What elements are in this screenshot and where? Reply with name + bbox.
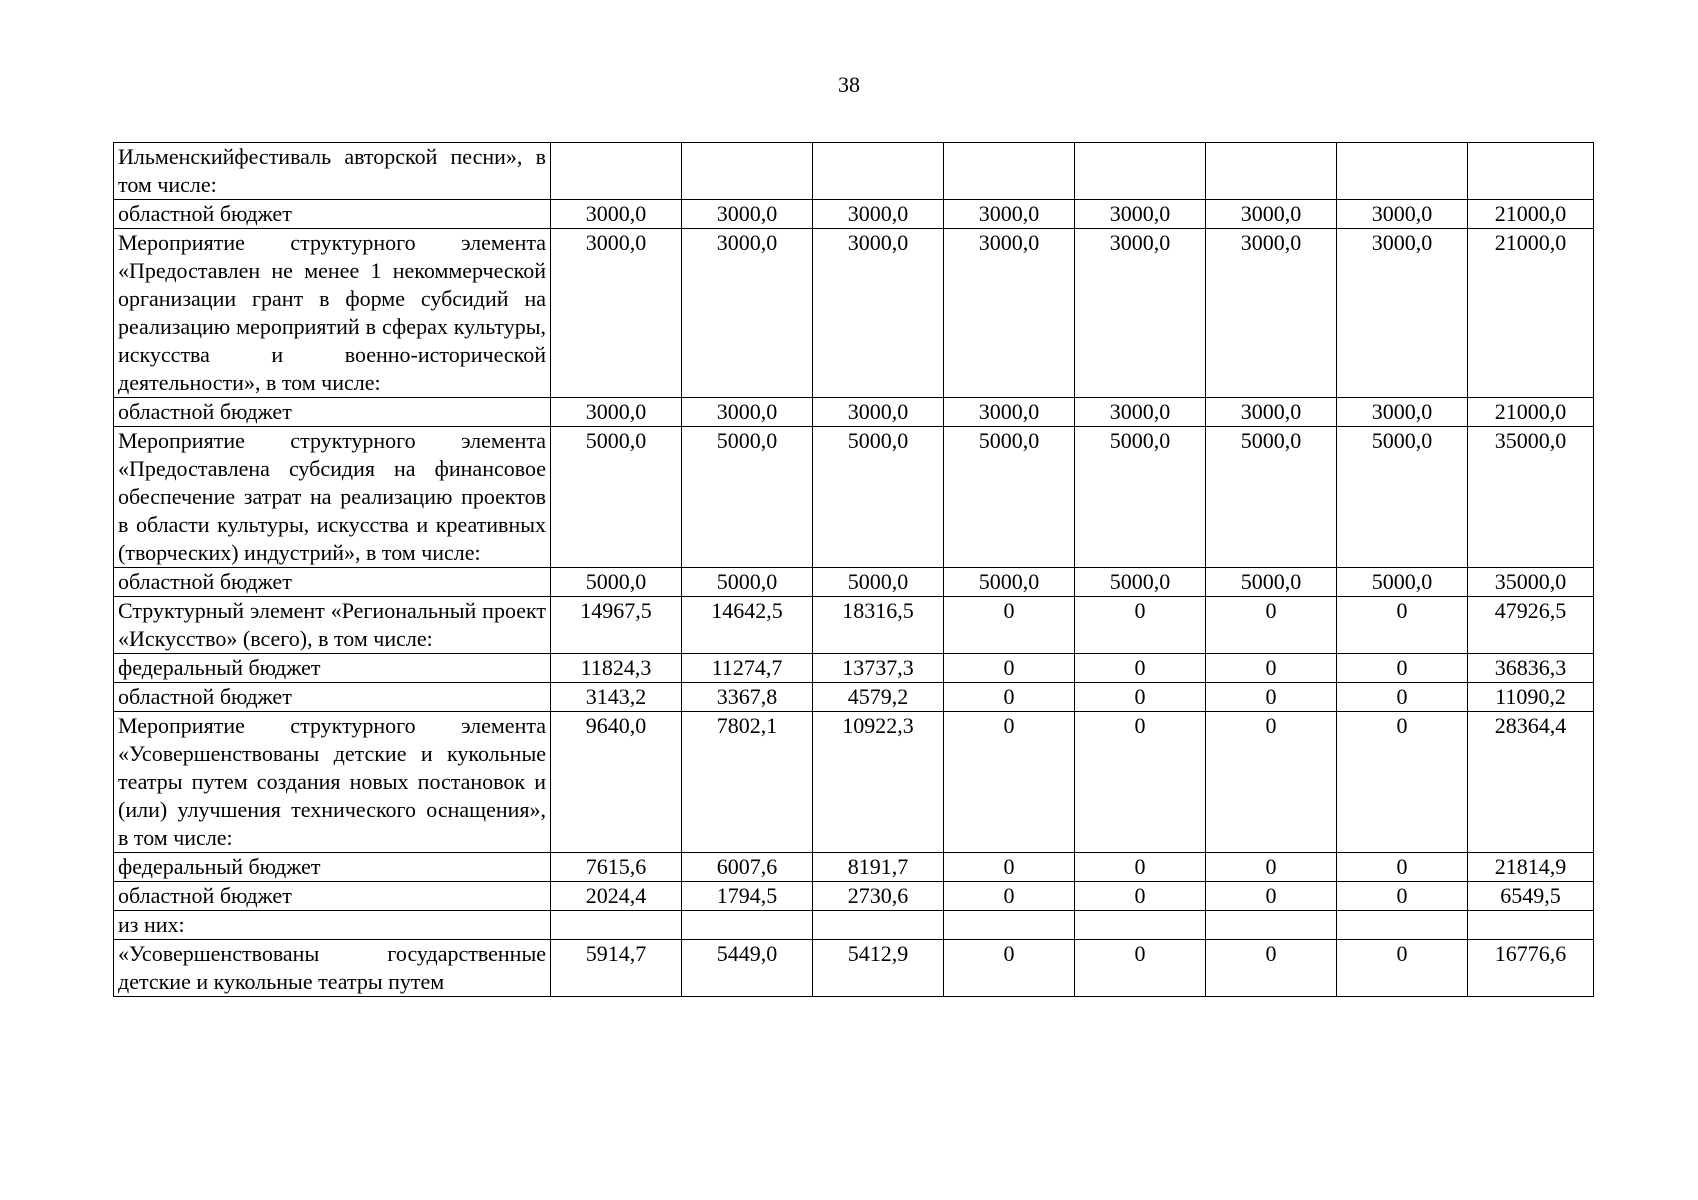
- year-value-cell: 11824,3: [551, 654, 682, 683]
- table-row: [114, 683, 1594, 712]
- year-value-cell: 5000,0: [1206, 427, 1337, 568]
- year-value-cell: 0: [1206, 712, 1337, 853]
- table-row: [114, 568, 1594, 597]
- table-row: [114, 143, 1594, 200]
- year-value-cell: 2024,4: [551, 882, 682, 911]
- year-value-cell: 3367,8: [682, 683, 813, 712]
- year-value-cell: 9640,0: [551, 712, 682, 853]
- year-value-cell: [551, 911, 682, 940]
- year-value-cell: 5449,0: [682, 940, 813, 997]
- year-value-cell: 0: [1206, 683, 1337, 712]
- year-value-cell: 5914,7: [551, 940, 682, 997]
- table-row: [114, 200, 1594, 229]
- year-value-cell: 5000,0: [944, 568, 1075, 597]
- year-value-cell: 18316,5: [813, 597, 944, 654]
- year-value-cell: 3000,0: [551, 200, 682, 229]
- year-value-cell: 5000,0: [813, 427, 944, 568]
- year-value-cell: 3000,0: [1337, 229, 1468, 398]
- page-number: 38: [838, 72, 860, 97]
- row-total-cell: 21000,0: [1468, 398, 1594, 427]
- year-value-cell: 5412,9: [813, 940, 944, 997]
- year-value-cell: 5000,0: [813, 568, 944, 597]
- year-value-cell: 3000,0: [813, 200, 944, 229]
- year-value-cell: 7802,1: [682, 712, 813, 853]
- table-row: [114, 853, 1594, 882]
- year-value-cell: 0: [1337, 683, 1468, 712]
- year-value-cell: 3000,0: [551, 229, 682, 398]
- year-value-cell: 5000,0: [1337, 568, 1468, 597]
- row-total-cell: 21814,9: [1468, 853, 1594, 882]
- row-total-cell: 28364,4: [1468, 712, 1594, 853]
- table-row: [114, 940, 1594, 997]
- year-value-cell: 0: [1075, 683, 1206, 712]
- row-label: Мероприятие структурного элемента «Усовершенствованы детские и кукольные театры путем создания новых постановок и (или) улучшения технического оснащения», в том числе:: [114, 712, 551, 853]
- table-row: [114, 654, 1594, 683]
- row-total-cell: 16776,6: [1468, 940, 1594, 997]
- year-value-cell: 3000,0: [1206, 200, 1337, 229]
- year-value-cell: 3000,0: [813, 229, 944, 398]
- year-value-cell: [1075, 143, 1206, 200]
- year-value-cell: 0: [1337, 654, 1468, 683]
- year-value-cell: 3000,0: [1337, 200, 1468, 229]
- year-value-cell: 13737,3: [813, 654, 944, 683]
- table-row: [114, 911, 1594, 940]
- year-value-cell: 3000,0: [682, 229, 813, 398]
- year-value-cell: 0: [1337, 882, 1468, 911]
- year-value-cell: 0: [944, 597, 1075, 654]
- year-value-cell: 6007,6: [682, 853, 813, 882]
- row-label: областной бюджет: [114, 568, 551, 597]
- year-value-cell: 14967,5: [551, 597, 682, 654]
- year-value-cell: 5000,0: [1337, 427, 1468, 568]
- year-value-cell: 5000,0: [551, 427, 682, 568]
- year-value-cell: 8191,7: [813, 853, 944, 882]
- year-value-cell: 3000,0: [1075, 398, 1206, 427]
- year-value-cell: 3143,2: [551, 683, 682, 712]
- year-value-cell: 3000,0: [944, 398, 1075, 427]
- year-value-cell: 3000,0: [1075, 229, 1206, 398]
- year-value-cell: 11274,7: [682, 654, 813, 683]
- year-value-cell: 3000,0: [1206, 229, 1337, 398]
- year-value-cell: 0: [944, 683, 1075, 712]
- year-value-cell: [813, 143, 944, 200]
- year-value-cell: 5000,0: [551, 568, 682, 597]
- year-value-cell: [682, 911, 813, 940]
- row-total-cell: 21000,0: [1468, 200, 1594, 229]
- year-value-cell: 4579,2: [813, 683, 944, 712]
- year-value-cell: 1794,5: [682, 882, 813, 911]
- year-value-cell: [1337, 911, 1468, 940]
- row-total-cell: 35000,0: [1468, 427, 1594, 568]
- year-value-cell: 0: [1206, 654, 1337, 683]
- year-value-cell: 0: [1337, 940, 1468, 997]
- row-label: федеральный бюджет: [114, 654, 551, 683]
- year-value-cell: 0: [1206, 882, 1337, 911]
- year-value-cell: 3000,0: [1206, 398, 1337, 427]
- year-value-cell: 0: [1075, 882, 1206, 911]
- row-label: «Усовершенствованы государственные детские и кукольные театры путем: [114, 940, 551, 997]
- year-value-cell: 0: [1075, 597, 1206, 654]
- row-label: областной бюджет: [114, 200, 551, 229]
- year-value-cell: 3000,0: [682, 398, 813, 427]
- year-value-cell: 0: [1337, 712, 1468, 853]
- year-value-cell: 0: [1337, 597, 1468, 654]
- year-value-cell: [1075, 911, 1206, 940]
- row-total-cell: 36836,3: [1468, 654, 1594, 683]
- year-value-cell: 3000,0: [813, 398, 944, 427]
- year-value-cell: 0: [944, 882, 1075, 911]
- row-label: федеральный бюджет: [114, 853, 551, 882]
- table-row: [114, 229, 1594, 398]
- row-label: Мероприятие структурного элемента «Предоставлен не менее 1 некоммерческой организации грант в форме субсидий на реализацию мероприятий в сферах культуры, искусства и военно-исторической деятельности», в том числе:: [114, 229, 551, 398]
- year-value-cell: 0: [944, 853, 1075, 882]
- year-value-cell: 3000,0: [551, 398, 682, 427]
- table-row: [114, 398, 1594, 427]
- row-label: Ильменскийфестиваль авторской песни», в том числе:: [114, 143, 551, 200]
- table-row: [114, 597, 1594, 654]
- year-value-cell: 14642,5: [682, 597, 813, 654]
- row-total-cell: 11090,2: [1468, 683, 1594, 712]
- table-row: [114, 712, 1594, 853]
- year-value-cell: 5000,0: [1075, 427, 1206, 568]
- year-value-cell: [813, 911, 944, 940]
- row-label: Структурный элемент «Региональный проект «Искусство» (всего), в том числе:: [114, 597, 551, 654]
- table-row: [114, 427, 1594, 568]
- year-value-cell: 5000,0: [682, 568, 813, 597]
- year-value-cell: [1337, 143, 1468, 200]
- row-label: областной бюджет: [114, 398, 551, 427]
- row-total-cell: 6549,5: [1468, 882, 1594, 911]
- year-value-cell: 10922,3: [813, 712, 944, 853]
- row-label: областной бюджет: [114, 683, 551, 712]
- year-value-cell: 5000,0: [944, 427, 1075, 568]
- year-value-cell: 3000,0: [944, 200, 1075, 229]
- budget-table: [113, 142, 1594, 997]
- year-value-cell: 3000,0: [682, 200, 813, 229]
- year-value-cell: 0: [1075, 654, 1206, 683]
- year-value-cell: 3000,0: [944, 229, 1075, 398]
- year-value-cell: 0: [1206, 597, 1337, 654]
- year-value-cell: 2730,6: [813, 882, 944, 911]
- row-total-cell: [1468, 143, 1594, 200]
- year-value-cell: [551, 143, 682, 200]
- row-total-cell: 35000,0: [1468, 568, 1594, 597]
- year-value-cell: 0: [1075, 712, 1206, 853]
- year-value-cell: 5000,0: [682, 427, 813, 568]
- year-value-cell: [682, 143, 813, 200]
- year-value-cell: 0: [1206, 853, 1337, 882]
- table-row: [114, 882, 1594, 911]
- year-value-cell: [1206, 911, 1337, 940]
- row-total-cell: 21000,0: [1468, 229, 1594, 398]
- year-value-cell: 3000,0: [1075, 200, 1206, 229]
- year-value-cell: 3000,0: [1337, 398, 1468, 427]
- row-label: из них:: [114, 911, 551, 940]
- row-total-cell: [1468, 911, 1594, 940]
- row-total-cell: 47926,5: [1468, 597, 1594, 654]
- year-value-cell: 5000,0: [1206, 568, 1337, 597]
- year-value-cell: 0: [1075, 853, 1206, 882]
- year-value-cell: [1206, 143, 1337, 200]
- year-value-cell: 7615,6: [551, 853, 682, 882]
- year-value-cell: 0: [1075, 940, 1206, 997]
- row-label: Мероприятие структурного элемента «Предоставлена субсидия на финансовое обеспечение затрат на реализацию проектов в области культуры, искусства и креативных (творческих) индустрий», в том числе:: [114, 427, 551, 568]
- year-value-cell: 0: [1206, 940, 1337, 997]
- year-value-cell: 0: [944, 940, 1075, 997]
- year-value-cell: 0: [944, 712, 1075, 853]
- year-value-cell: [944, 143, 1075, 200]
- year-value-cell: 0: [1337, 853, 1468, 882]
- row-label: областной бюджет: [114, 882, 551, 911]
- year-value-cell: [944, 911, 1075, 940]
- year-value-cell: 0: [944, 654, 1075, 683]
- year-value-cell: 5000,0: [1075, 568, 1206, 597]
